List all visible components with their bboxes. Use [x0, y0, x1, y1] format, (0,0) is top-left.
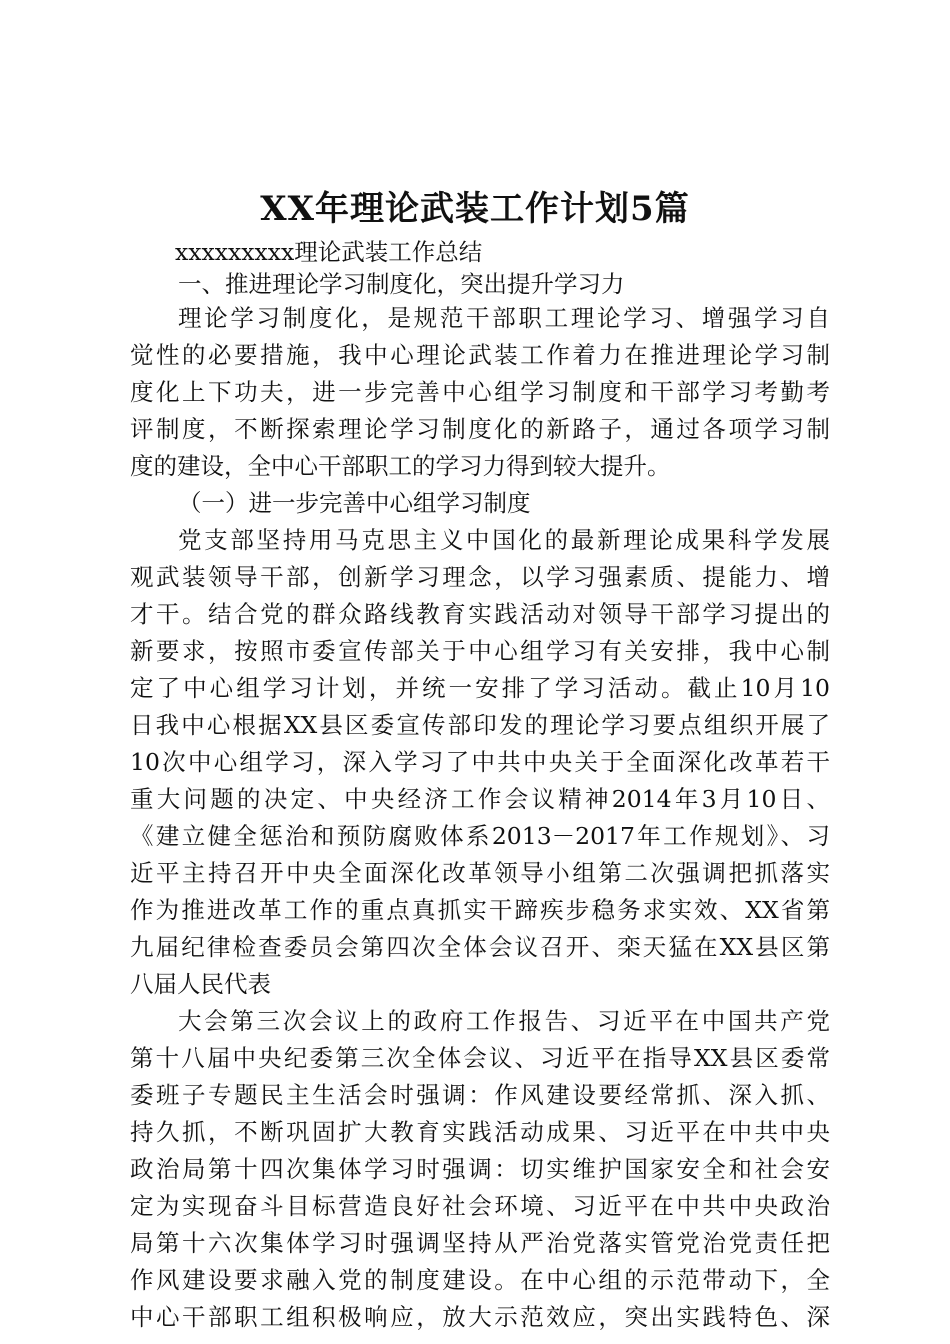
paragraph-line: 党支部坚持用马克思主义中国化的最新理论成果科学发展	[178, 526, 830, 554]
paragraph-line: 定了中心组学习计划，并统一安排了学习活动。截止10月10	[130, 674, 830, 702]
paragraph-line: 才干。结合党的群众路线教育实践活动对领导干部学习提出的	[130, 600, 830, 628]
paragraph-line: 度的建设，全中心干部职工的学习力得到较大提升。	[130, 452, 671, 480]
paragraph-line: 九届纪律检查委员会第四次全体会议召开、栾天猛在XX县区第	[130, 933, 830, 961]
paragraph-line: 八届人民代表	[130, 970, 271, 998]
paragraph-line: 度化上下功夫，进一步完善中心组学习制度和干部学习考勤考	[130, 378, 830, 406]
paragraph-line: 作风建设要求融入党的制度建设。在中心组的示范带动下，全	[130, 1266, 830, 1294]
document-title: XX年理论武装工作计划5篇	[260, 189, 690, 229]
section-heading: 一、推进理论学习制度化，突出提升学习力	[178, 270, 625, 298]
subsection-heading: （一）进一步完善中心组学习制度	[178, 489, 531, 517]
paragraph-line: xxxxxxxxx理论武装工作总结	[175, 238, 483, 266]
paragraph-line: 委班子专题民主生活会时强调：作风建设要经常抓、深入抓、	[130, 1081, 830, 1109]
paragraph-line: 中心干部职工组积极响应，放大示范效应，突出实践特色、深	[130, 1303, 830, 1331]
paragraph-line: 观武装领导干部，创新学习理念，以学习强素质、提能力、增	[130, 563, 830, 591]
paragraph-line: 定为实现奋斗目标营造良好社会环境、习近平在中共中央政治	[130, 1192, 830, 1220]
paragraph-line: 评制度，不断探索理论学习制度化的新路子，通过各项学习制	[130, 415, 830, 443]
paragraph-line: 大会第三次会议上的政府工作报告、习近平在中国共产党	[178, 1007, 830, 1035]
paragraph-line: 作为推进改革工作的重点真抓实干蹄疾步稳务求实效、XX省第	[130, 896, 830, 924]
paragraph-line: 10次中心组学习，深入学习了中共中央关于全面深化改革若干	[130, 748, 830, 776]
paragraph-line: 《建立健全惩治和预防腐败体系2013－2017年工作规划》、习	[130, 822, 830, 850]
paragraph-line: 政治局第十四次集体学习时强调：切实维护国家安全和社会安	[130, 1155, 830, 1183]
paragraph-line: 觉性的必要措施，我中心理论武装工作着力在推进理论学习制	[130, 341, 830, 369]
paragraph-line: 近平主持召开中央全面深化改革领导小组第二次强调把抓落实	[130, 859, 830, 887]
paragraph-line: 新要求，按照市委宣传部关于中心组学习有关安排，我中心制	[130, 637, 830, 665]
paragraph-line: 理论学习制度化，是规范干部职工理论学习、增强学习自	[178, 304, 830, 332]
paragraph-line: 重大问题的决定、中央经济工作会议精神2014年3月10日、	[130, 785, 830, 813]
paragraph-line: 局第十六次集体学习时强调坚持从严治党落实管党治党责任把	[130, 1229, 830, 1257]
paragraph-line: 第十八届中央纪委第三次全体会议、习近平在指导XX县区委常	[130, 1044, 830, 1072]
paragraph-line: 日我中心根据XX县区委宣传部印发的理论学习要点组织开展了	[130, 711, 830, 739]
paragraph-line: 持久抓，不断巩固扩大教育实践活动成果、习近平在中共中央	[130, 1118, 830, 1146]
